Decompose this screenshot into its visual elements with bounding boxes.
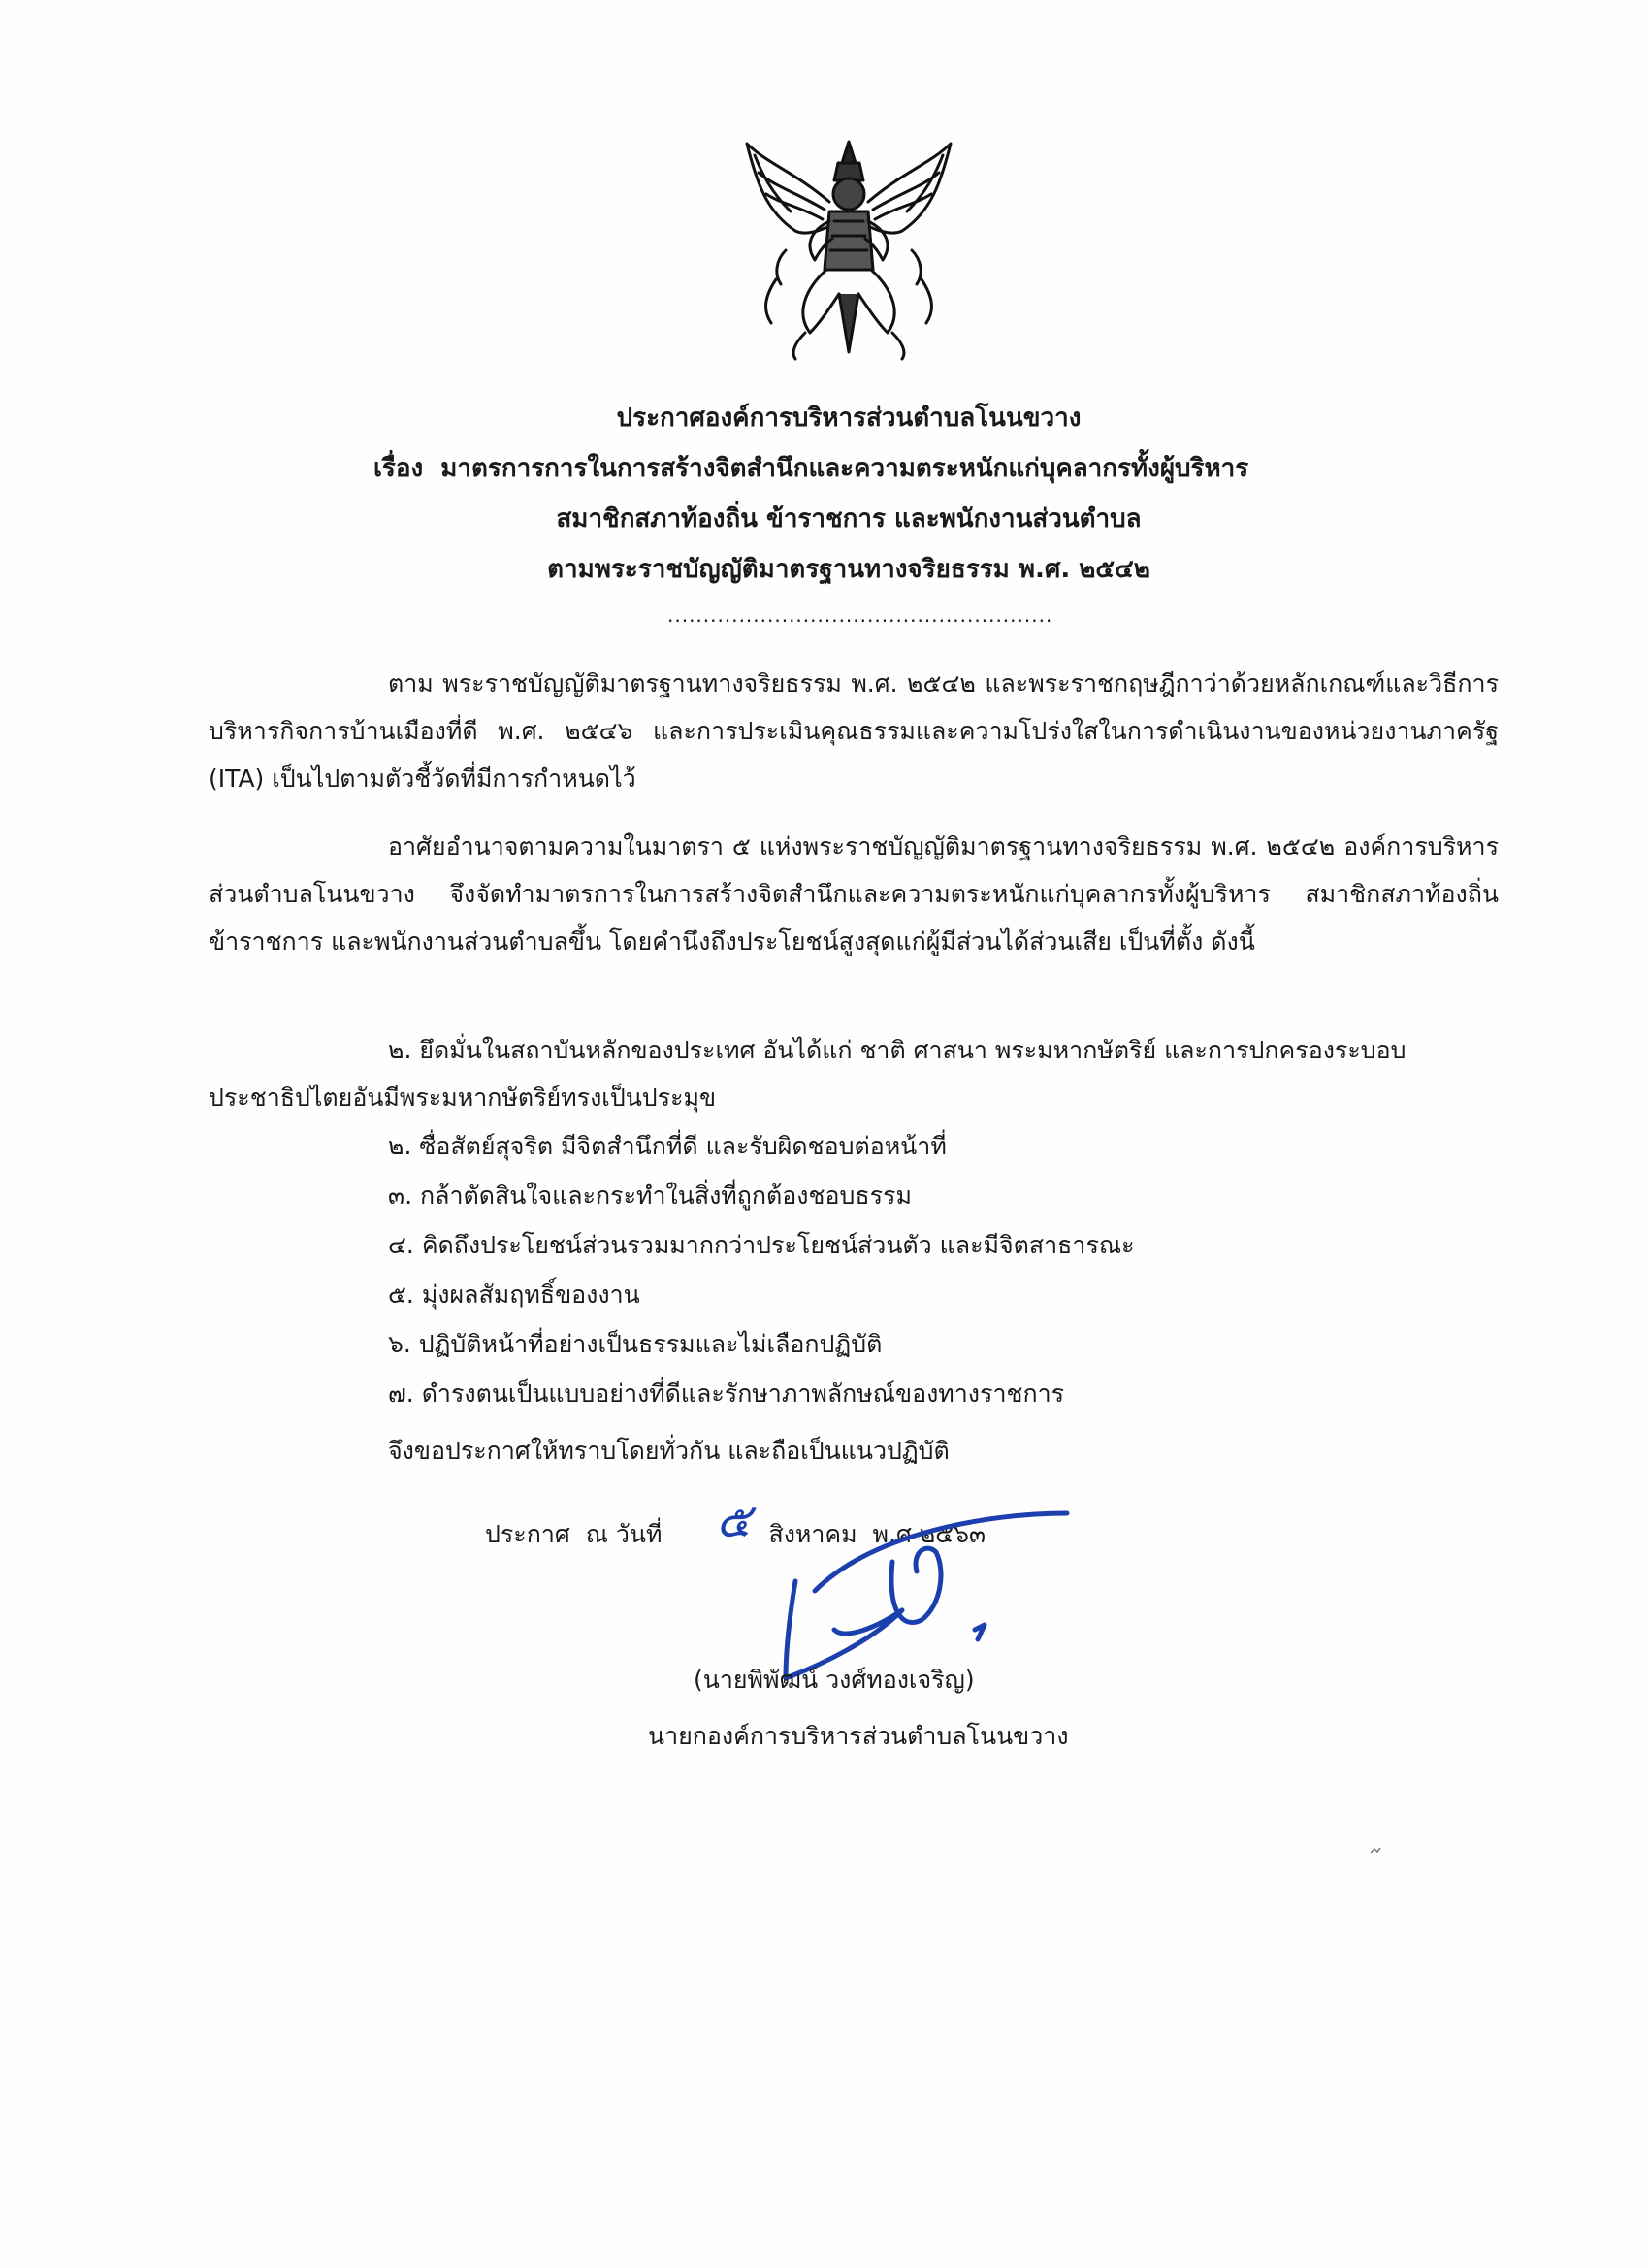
paper-speck-icon — [1370, 1847, 1381, 1855]
subject-text-line2: สมาชิกสภาท้องถิ่น ข้าราชการ และพนักงานส่วนตำบล — [556, 504, 1142, 534]
list-item: ๖. ปฏิบัติหน้าที่อย่างเป็นธรรมและไม่เลือกปฏิบัติ — [388, 1330, 883, 1358]
list-item-text: ๒. ยึดมั่นในสถาบันหลักของประเทศ อันได้แก่ ชาติ ศาสนา พระมหากษัตริย์ และการปกครองระบอบประชาธิปไตยอันมีพระมหากษัตริย์ทรงเป็นประมุข — [209, 1036, 1406, 1112]
list-item: ๓. กล้าตัดสินใจและกระทำในสิ่งที่ถูกต้องชอบธรรม — [388, 1182, 912, 1210]
signatory-position: นายกองค์การบริหารส่วนตำบลโนนขวาง — [648, 1722, 1069, 1750]
subject-text-line3: ตามพระราชบัญญัติมาตรฐานทางจริยธรรม พ.ศ. ๒๕๔๒ — [547, 555, 1150, 584]
paragraph-1-text: ตาม พระราชบัญญัติมาตรฐานทางจริยธรรม พ.ศ. ๒๕๔๒ และพระราชกฤษฎีกาว่าด้วยหลักเกณฑ์และวิธีการบริหารกิจการบ้านเมืองที่ดี พ.ศ. ๒๕๔๖ และการประเมินคุณธรรมและความโปร่งใสในการดำเนินงานของหน่วยงานภาครัฐ (ITA) เป็นไปตามตัวชี้วัดที่มีการกำหนดไว้ — [209, 669, 1499, 793]
list-item: ๔. คิดถึงประโยชน์ส่วนรวมมากกว่าประโยชน์ส่วนตัว และมีจิตสาธารณะ — [388, 1231, 1135, 1259]
year-text: ๒๕๖๓ — [919, 1520, 986, 1548]
list-item — [209, 1026, 1499, 1121]
signatory-name: (นายพิพัฒน์ วงศ์ทองเจริญ) — [694, 1666, 975, 1694]
handwritten-day: ๕ — [716, 1494, 752, 1548]
garuda-emblem-icon — [737, 134, 960, 367]
subject-line — [373, 448, 1248, 488]
month-text: สิงหาคม — [768, 1520, 857, 1548]
subject-text-line1: มาตรการการในการสร้างจิตสำนึกและความตระหนักแก่บุคลากรทั้งผู้บริหาร — [440, 454, 1249, 483]
body-paragraph-2 — [209, 823, 1499, 965]
paragraph-2-text: อาศัยอำนาจตามความในมาตรา ๕ แห่งพระราชบัญญัติมาตรฐานทางจริยธรรม พ.ศ. ๒๕๔๒ องค์การบริหารส่วนตำบลโนนขวาง จึงจัดทำมาตรการในการสร้างจิตสำนึกและความตระหนักแก่บุคลากรทั้งผู้บริหาร สมาชิกสภาท้องถิ่น ข้าราชการ และพนักงานส่วนตำบลขึ้น โดยคำนึงถึงประโยชน์สูงสุดแก่ผู้มีส่วนได้ส่วนเสีย เป็นที่ตั้ง ดังนี้ — [209, 832, 1499, 956]
separator-dots: ...................................................... — [667, 603, 1053, 627]
list-item: ๗. ดำรงตนเป็นแบบอย่างที่ดีและรักษาภาพลักษณ์ของทางราชการ — [388, 1379, 1065, 1408]
list-item: ๒. ซื่อสัตย์สุจริต มีจิตสำนึกที่ดี และรับผิดชอบต่อหน้าที่ — [388, 1132, 947, 1160]
body-paragraph-1 — [209, 660, 1499, 802]
list-item: ๕. มุ่งผลสัมฤทธิ์ของงาน — [388, 1280, 640, 1309]
closing-statement: จึงขอประกาศให้ทราบโดยทั่วกัน และถือเป็นแนวปฏิบัติ — [388, 1437, 950, 1465]
announced-label: ประกาศ — [485, 1520, 570, 1548]
handwritten-signature — [757, 1494, 1086, 1688]
year-prefix: พ.ศ — [872, 1520, 912, 1548]
on-day-label: ณ วันที่ — [585, 1520, 663, 1548]
subject-label: เรื่อง — [373, 454, 424, 483]
announcement-title: ประกาศองค์การบริหารส่วนตำบลโนนขวาง — [616, 404, 1082, 433]
